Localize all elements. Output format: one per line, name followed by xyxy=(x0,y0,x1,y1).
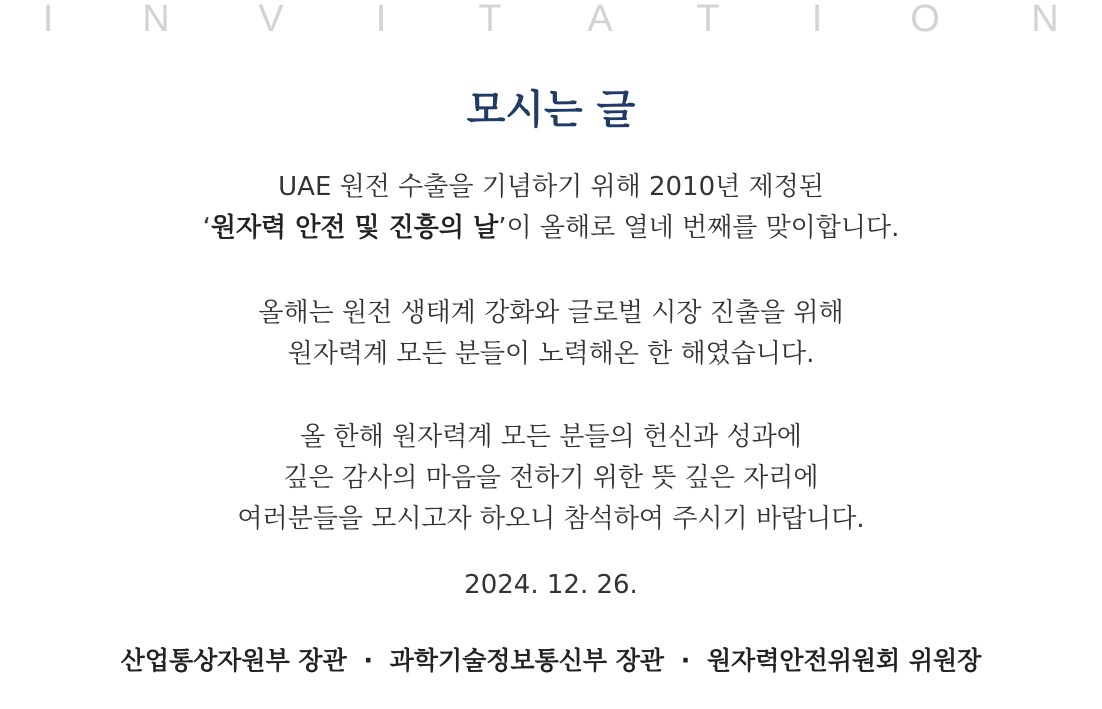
invitation-letter: I xyxy=(42,0,54,40)
invitation-letter: I xyxy=(375,0,387,40)
invitation-letter: T xyxy=(696,0,720,40)
paragraph-line: 올 한해 원자력계 모든 분들의 헌신과 성과에 xyxy=(300,422,802,452)
invitation-letter: N xyxy=(142,0,170,40)
paragraph-year-review xyxy=(0,293,1102,375)
signatory-msit: 과학기술정보통신부 장관 xyxy=(389,646,665,675)
signatories xyxy=(0,640,1102,682)
signatory-motie: 산업통상자원부 장관 xyxy=(120,646,347,675)
paragraph-line: 여러분들을 모시고자 하오니 참석하여 주시기 바랍니다. xyxy=(237,504,865,534)
separator-dot: · xyxy=(680,646,691,675)
invitation-letter: N xyxy=(1031,0,1059,40)
invitation-heading xyxy=(0,0,1102,44)
event-date: 2024. 12. 26. xyxy=(464,570,638,600)
paragraph-text: ’이 올해로 열네 번째를 맞이합니다. xyxy=(498,213,900,243)
paragraph-line xyxy=(0,208,1102,249)
quote-open: ‘ xyxy=(202,213,211,243)
paragraph-line: 올해는 원전 생태계 강화와 글로벌 시장 진출을 위해 xyxy=(258,298,844,328)
invitation-letter: A xyxy=(587,0,613,40)
signatory-nssc: 원자력안전위원회 위원장 xyxy=(706,646,982,675)
paragraph-invitation xyxy=(0,417,1102,540)
separator-dot: · xyxy=(363,646,373,675)
page-title: 모시는 글 xyxy=(466,86,636,133)
paragraph-line: UAE 원전 수출을 기념하기 위해 2010년 제정된 xyxy=(278,172,824,202)
paragraph-line: 원자력계 모든 분들이 노력해온 한 해였습니다. xyxy=(287,339,815,369)
invitation-letter: V xyxy=(258,0,284,40)
invitation-letter: I xyxy=(811,0,823,40)
invitation-letter: O xyxy=(910,0,940,40)
paragraph-anniversary xyxy=(0,167,1102,249)
invitation-letter: T xyxy=(478,0,502,40)
paragraph-line: 깊은 감사의 마음을 전하기 위한 뜻 깊은 자리에 xyxy=(283,463,819,493)
event-name: 원자력 안전 및 진흥의 날 xyxy=(210,213,499,243)
